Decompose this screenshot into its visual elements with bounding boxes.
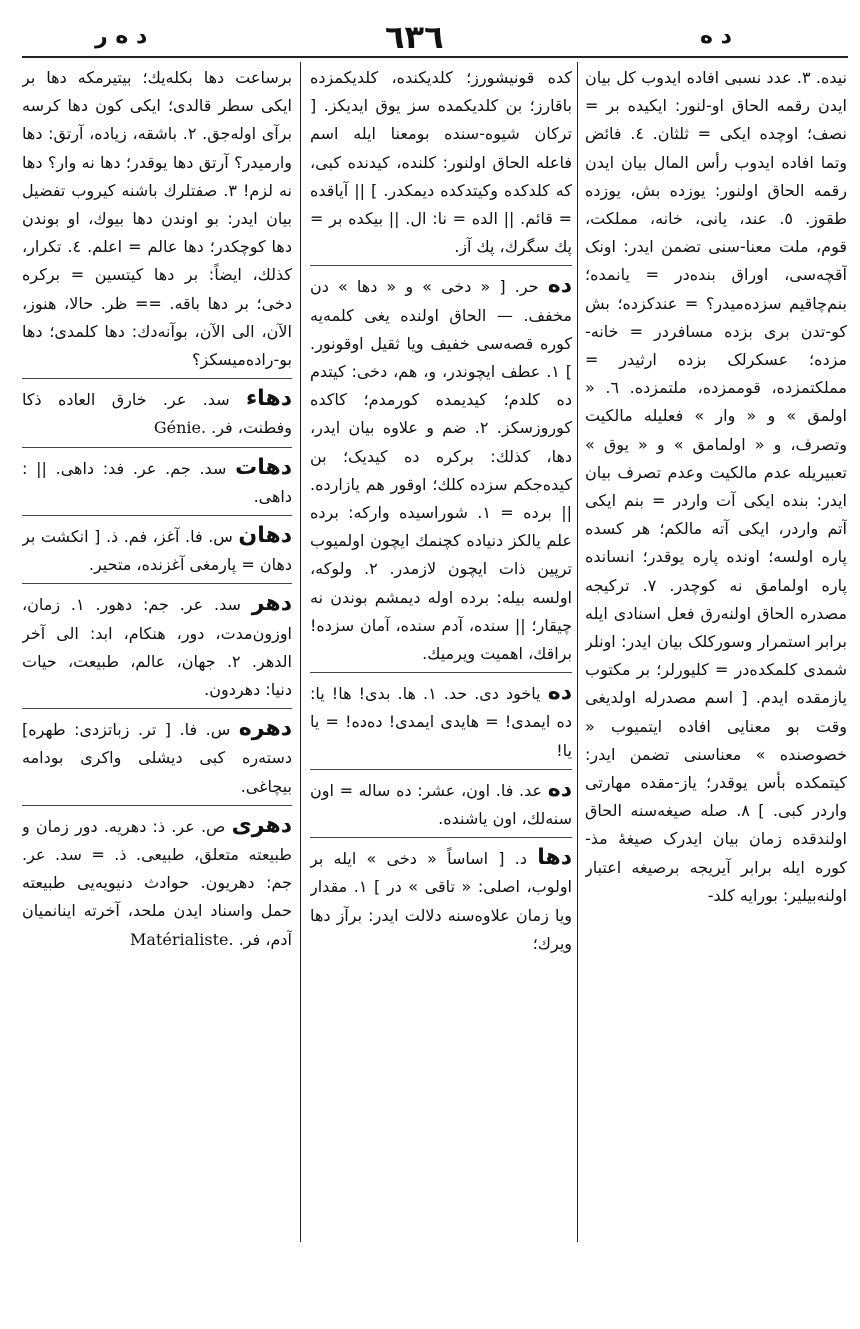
entry-separator: [310, 837, 572, 838]
dictionary-entry: [310, 844, 572, 958]
entry-headword: دهره: [238, 716, 292, 742]
entry-separator: [310, 769, 572, 770]
entry-separator: [22, 708, 292, 709]
entry-definition: س. فا. [ تر. زباتزدی: طهره] دسته‌ره کبی دیشلی واکری بودامه بیچاغی.: [22, 720, 292, 796]
entry-definition: د. [ اساساً « دخی » ایله بر اولوب، اصلی: « تاقی » در ] ۱. مقدار ویا زمان علاوه‌سنه دلالت ایدر: برآز دها ویرك؛: [310, 849, 572, 953]
entry-definition: عد. فا. اون، عشر: ده ساله = اون سنه‌لك، اون یاشنده.: [310, 780, 572, 829]
entry-definition: ص. عر. ذ: دهریه. دور زمان و طبیعته متعلق، طبیعی. ذ. = سد. عر. جم: دهریون. حوادث دنیویه‌یی طبیعته حمل واسناد ایدن ملحد، آخرته اینانمیان آدم، فر.: [22, 816, 292, 949]
entry-separator: [22, 447, 292, 448]
right-column: [585, 64, 847, 1244]
dictionary-entry: [22, 590, 292, 704]
entry-headword: ده: [547, 776, 572, 802]
dictionary-entry: [22, 715, 292, 801]
entry-definition: یاخود دی. حد. ۱. ها. بدی! ها! یا: ده ایمدی! = هایدی ایمدی! ده‌ده! = یا یا!: [310, 684, 572, 760]
left-column-intro: برساعت دها بکله‌یك؛ بیتیرمکه دها بر ایکی سطر قالدی؛ ایکی کون دها کرسه برآی اوله‌جق. ۲. باشقه، زیاده، آرتق: دها وارمیدر؟ آرتق دها یوقدر؛ دها نه وار؟ دها نه لزم! ۳. صفتلرك باشنه کیروب تفضیل بیان ایدر: بو اوندن دها بیوك، او بوندن دها کوچکدر؛ دها عالم = اعلم. ٤. تکرار، کذلك، ایضاً: بر دها کیتسین = برکره دخی؛ بر دها باقه. == ظر. حالا، هنوز، الآن، الی الآن، بوآنه‌دك: دها کلمدی؛ دها بو-راده‌میسکز؟: [22, 68, 292, 370]
header-rule: [22, 56, 848, 58]
entry-headword: ده: [547, 680, 572, 706]
entry-separator: [22, 515, 292, 516]
entry-separator: [310, 672, 572, 673]
entry-french-gloss: Matérialiste.: [130, 929, 234, 949]
entry-definition: حر. [ « دخی » و « دها » دن مخفف. — الحاق اولنده یغی کلمه‌یه کوره قصه‌سی خفیف ویا ثقیل اوقونور. ] ۱. عطف ایچوندر، و، هم، دخی: کیتدم ده کلدم؛ کیدیمده کورمدم؛ کاکده کوروزسکز. ۲. ضم و علاوه بیان ایدر، دها، کذلك: برکره ده کیدیک؛ بن کیده‌جکم سزده کلك؛ اوقور هم یازارده. || برده = ۱. شوراسیده وارکه: برده علم یالکز دنیاده کچنمك ایچون اولمیوب ترپین ذات ایچون لازمدر. ۲. ولوکه، اولسه بیله: برده اوله دیمشم بوندن نه چیقار؛ || سنده، آدم سنده، آمان سزده! براقك، اهمیت ویرمیك.: [310, 277, 572, 664]
dictionary-entry: [22, 522, 292, 579]
left-column: [22, 64, 292, 1244]
column-divider-left: [300, 62, 301, 1242]
page-header: [0, 10, 860, 56]
entry-separator: [310, 265, 572, 266]
entry-separator: [22, 378, 292, 379]
column-divider-right: [577, 62, 578, 1242]
dictionary-entry: [310, 679, 572, 765]
entry-french-gloss: Génie.: [153, 418, 207, 438]
dictionary-entry: [22, 385, 292, 442]
entry-separator: [22, 583, 292, 584]
running-head-right: د ه: [700, 24, 732, 49]
entry-definition: سد. عر. جم: دهور. ۱. زمان، اوزون‌مدت، دور، هنکام، ابد: الی آخر الدهر. ۲. جهان، عالم، طبیعت، حیات دنیا: دهردون.: [22, 595, 292, 700]
middle-column-intro: کده قونیشورز؛ کلدیکنده، کلدیکمزده باقارز؛ بن کلدیکمده سز یوق ایدیکز. [ ترکان شیوه-سنده بومعنا ایله اسم فاعله الحاق اولنور: کلنده، کیدنده کبی، که کلدکده وکیتدکده دیمکدر. ] || آیاقده = قائم. || الده = نا: ال. || بیکده بر = پك سگرك، پك آز.: [310, 68, 572, 257]
entry-headword: دها: [537, 845, 572, 871]
running-head-left: د ه ر: [95, 24, 148, 49]
entry-headword: ده: [547, 273, 572, 299]
page-number: ٦٣٦: [385, 18, 444, 56]
entry-headword: دهات: [235, 454, 292, 480]
right-column-text: نیده. ۳. عدد نسبی افاده ایدوب کل بیان ایدن رقمه الحاق او-لنور: ایکیده بر = نصف؛ اوچده ایکی = ثلثان. ٤. فائض وتما افاده ایدوب رأس المال بیان ایدن رقمه الحاق اولنور: یوزده بش، یوزده طقوز. ٥. عند، یانی، خانه، مملکت، قوم، ملت معنا-سنی تضمن ایدر: اونک آقچه‌سی، اوراق بنده‌در = یانمده؛ بنم‌چاقیم سزده‌میدر؟ = عندکزده؛ بش کو-تدن بری بزده مسافردر = خانه-مزده؛ عسکرلک بزده ارثیدر = مملکتمزده، قوممزده، ملتمزده. ٦. « اولمق » و « وار » فعلیله مالکیت وتصرف، و « اولمامق » و « یوق » تعبیریله عدم مالکیت وعدم تصرف بیان ایدر: بنده ایکی آت واردر = بنم ایکی آتم واردر، ایکی آته مالکم؛ هر کسده پاره اولسه؛ اونده پاره یوقدر؛ انسانده پاره اولمامق نه کوچدر. ۷. ترکیجه مصدره الحاق اولنه‌رق فعل اسنادی ایله برابر استمرار وسورکلک بیان ایدر: اونلر شمدی کلمکده‌در = کلیورلر؛ بر مکتوب یازمقده ایدم. [ اسم مصدرله اولدیغی وقت بو معنایی افاده ایتمیوب « خصوصنده » معناسنی تضمن ایدر: کیتمکده بأس یوقدر؛ یاز-مقده مهارتی واردر کبی. ] ۸. صله صیغه‌سنه الحاق اولندقده زمان بیان ایدرک صیغهٔ مذ-کوره ایله برابر آیریجه برصیغه اعتبار اولنه‌بیلیر: بورایه کلد-: [585, 68, 847, 905]
entry-headword: دهری: [231, 812, 292, 838]
middle-column: [310, 64, 572, 1244]
dictionary-entry: [310, 776, 572, 833]
entry-separator: [22, 805, 292, 806]
entry-headword: دهر: [251, 591, 292, 617]
entry-definition: س. فا. آغز، فم. ذ. [ انکشت بر دهان = پارمغی آغزنده، متحیر.: [22, 527, 292, 575]
dictionary-entry: [310, 272, 572, 668]
entry-definition: سد. عر. خارق العاده ذکا وفطنت، فر.: [22, 390, 292, 438]
dictionary-entry: [22, 454, 292, 511]
entry-headword: دهاء: [245, 386, 292, 412]
entry-definition: سد. جم. عر. فد: داهی. || : داهی.: [22, 458, 292, 506]
dictionary-entry: [22, 812, 292, 954]
entry-headword: دهان: [238, 523, 292, 549]
